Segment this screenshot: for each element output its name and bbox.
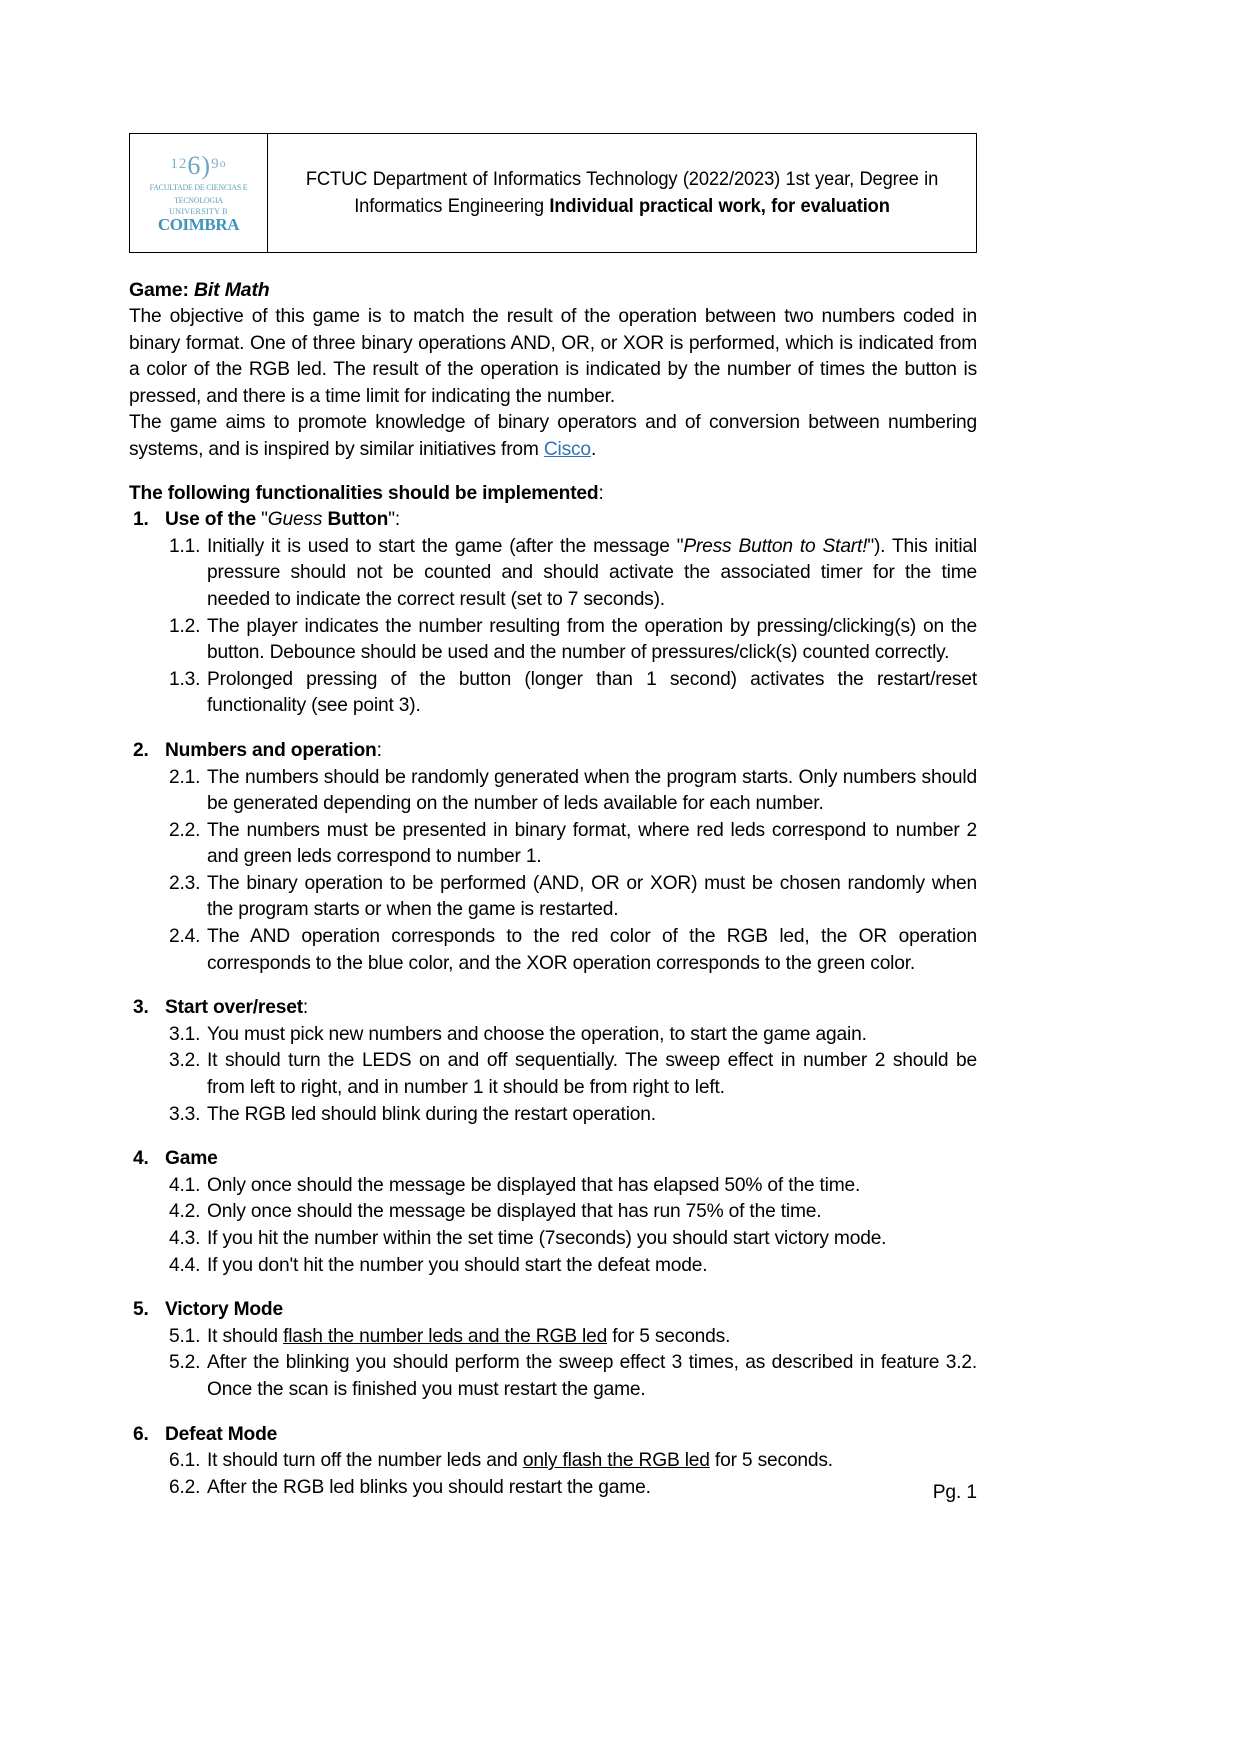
header-title-bold: Individual practical work, for evaluation <box>549 195 890 217</box>
functionalities-heading-colon: : <box>598 482 604 504</box>
list-item <box>129 1448 977 1475</box>
intro-p2-after: . <box>590 438 597 460</box>
intro-p2-before: The game aims to promote knowledge of binary operators and of conversion between numbering systems, and is inspired by similar initiatives from <box>129 412 977 460</box>
section-title-3 <box>165 997 308 1018</box>
item-text-a: The binary operation to be performed (AND, OR or XOR) must be chosen randomly when the program starts or when the game is restarted. <box>207 872 977 921</box>
logo-faculty-line2: TECNOLOGIA <box>174 196 223 205</box>
game-label: Game: <box>129 279 195 301</box>
intro-paragraph-2 <box>129 410 977 463</box>
section-number-6: 6. <box>133 1423 149 1445</box>
logo-coimbra-text: COIMBRA <box>157 215 240 235</box>
item-text-a: It should turn the LEDS on and off sequentially. The sweep effect in number 2 should be from left to right, and in number 1 it should be from right to left. <box>207 1050 977 1099</box>
item-number: 2.2. <box>169 819 201 841</box>
item-text-a: Only once should the message be displayed that has run 75% of the time. <box>207 1201 822 1223</box>
list-item <box>129 765 977 818</box>
section-3-colon: : <box>302 997 309 1019</box>
section-4-title-pre: Game <box>165 1148 218 1170</box>
item-text-a: The numbers must be presented in binary format, where red leds correspond to number 2 and green leds correspond to number 1. <box>207 819 977 868</box>
section-heading-1 <box>129 507 977 534</box>
item-number: 4.4. <box>169 1254 201 1276</box>
item-text-a: The numbers should be randomly generated when the program starts. Only numbers should be generated depending on the number of leds available for each number. <box>207 766 977 815</box>
item-text-a: It should <box>207 1325 284 1347</box>
header-title <box>289 166 955 219</box>
item-text-a: The player indicates the number resulting from the operation by pressing/clicking(s) on the button. Debounce should be used and the number of pressures/click(s) counted correctly. <box>207 615 977 664</box>
item-number: 3.2. <box>169 1050 201 1072</box>
list-item <box>129 1226 977 1253</box>
item-number: 6.1. <box>169 1450 201 1472</box>
section-5-title-pre: Victory Mode <box>165 1299 283 1321</box>
list-item <box>129 667 977 720</box>
cisco-link[interactable]: Cisco <box>543 438 591 460</box>
item-text-a: The RGB led should blink during the restart operation. <box>207 1103 656 1125</box>
section-heading-4 <box>129 1146 977 1173</box>
logo-numerals <box>130 150 267 180</box>
item-text-underlined: only flash the RGB led <box>522 1450 710 1472</box>
item-number: 6.2. <box>169 1476 201 1498</box>
item-text-a: After the RGB led blinks you should restart the game. <box>207 1476 651 1498</box>
item-number: 1.1. <box>169 535 201 557</box>
list-item <box>129 614 977 667</box>
page-footer: Pg. 1 <box>932 1482 977 1503</box>
item-number: 4.3. <box>169 1228 201 1249</box>
section-heading-5 <box>129 1297 977 1324</box>
section-title-2 <box>165 740 382 761</box>
list-item <box>129 1199 977 1226</box>
item-number: 1.2. <box>169 615 201 637</box>
header-row <box>130 134 977 253</box>
section-1-title-italic: Guess <box>267 509 323 531</box>
section-1-title-post: Button <box>322 509 389 531</box>
functionalities-heading <box>129 481 977 508</box>
section-number-1: 1. <box>133 509 149 531</box>
section-title-6 <box>165 1424 277 1445</box>
section-1-colon: : <box>394 509 400 531</box>
header-table <box>129 133 977 253</box>
section-title-4 <box>165 1148 218 1169</box>
item-number: 3.1. <box>169 1023 201 1045</box>
item-text-a: It should turn off the number leds and <box>207 1450 523 1472</box>
item-number: 3.3. <box>169 1103 201 1125</box>
section-heading-2 <box>129 738 977 765</box>
list-item <box>129 1102 977 1129</box>
item-text-b: "). This initial pressure should not be counted and should activate the associated timer for the time needed to indicate the correct result (set to 7 seconds). <box>207 535 977 610</box>
item-number: 2.3. <box>169 872 201 894</box>
item-text-a: If you hit the number within the set time (7seconds) you should start victory mode. <box>207 1228 887 1249</box>
functionalities-heading-bold: The following functionalities should be implemented <box>129 482 599 504</box>
section-1-title-pre: Use of the <box>165 509 262 531</box>
logo-cell <box>130 134 268 253</box>
header-title-cell <box>268 134 977 253</box>
list-item <box>129 1253 977 1280</box>
item-text-a: Initially it is used to start the game (after the message " <box>207 535 684 557</box>
item-number: 5.2. <box>169 1352 201 1374</box>
item-number: 1.3. <box>169 668 201 690</box>
list-item <box>129 871 977 924</box>
item-text-a: You must pick new numbers and choose the operation, to start the game again. <box>207 1023 867 1045</box>
uc-logo <box>130 150 267 235</box>
game-name: Bit Math <box>194 279 270 301</box>
item-number: 4.1. <box>169 1174 201 1196</box>
section-1-quote-open: " <box>261 509 268 531</box>
list-item <box>129 818 977 871</box>
list-item <box>129 534 977 614</box>
list-item <box>129 1022 977 1049</box>
list-item <box>129 1048 977 1101</box>
section-3-title-pre: Start over/reset <box>165 997 303 1019</box>
section-number-3: 3. <box>133 997 149 1019</box>
list-item <box>129 924 977 977</box>
section-title-1 <box>165 509 400 530</box>
section-heading-3 <box>129 995 977 1022</box>
section-heading-6 <box>129 1422 977 1449</box>
item-text-a: Only once should the message be displayed that has elapsed 50% of the time. <box>207 1174 861 1196</box>
logo-numeral-9: 9 <box>211 155 220 172</box>
item-number: 2.1. <box>169 766 201 788</box>
game-title <box>129 277 977 304</box>
section-1-quote-close: " <box>388 509 395 531</box>
section-2-colon: : <box>376 739 382 761</box>
item-number: 2.4. <box>169 926 201 948</box>
list-item <box>129 1173 977 1200</box>
section-number-2: 2. <box>133 739 149 761</box>
section-2-title-pre: Numbers and operation <box>165 739 377 761</box>
logo-university-line: UNIVERSITY B <box>169 207 228 217</box>
list-item <box>129 1324 977 1351</box>
item-text-a: Prolonged pressing of the button (longer than 1 second) activates the restart/reset functionality (see point 3). <box>207 668 977 717</box>
item-text-underlined: flash the number leds and the RGB led <box>283 1325 608 1347</box>
section-6-title-pre: Defeat Mode <box>165 1423 278 1445</box>
item-text-a: If you don't hit the number you should start the defeat mode. <box>207 1254 708 1276</box>
section-number-5: 5. <box>133 1299 149 1321</box>
body-text <box>129 277 977 1501</box>
document-content <box>129 133 977 1501</box>
item-text-b: for 5 seconds. <box>607 1325 731 1347</box>
list-item <box>129 1350 977 1403</box>
logo-numeral-6: 6) <box>187 150 212 180</box>
header-title-plain: FCTUC Department of Informatics Technology (2022/2023) 1st year, Degree in Informatics Engineering <box>305 168 939 217</box>
item-number: 5.1. <box>169 1325 201 1347</box>
section-number-4: 4. <box>133 1148 149 1170</box>
logo-faculty-line1: FACULTADE DE CIENCIAS E <box>149 182 248 192</box>
item-text-a: After the blinking you should perform the sweep effect 3 times, as described in feature 3.2. Once the scan is finished you must restart the game. <box>207 1352 977 1400</box>
logo-numeral-o: o <box>219 155 227 170</box>
item-text-italic: Press Button to Start! <box>683 535 868 557</box>
intro-paragraph-1: The objective of this game is to match the result of the operation between two numbers coded in binary format. One of three binary operations AND, OR, or XOR is performed, which is indicated from a color of the RGB led. The result of the operation is indicated by the number of times the button is pressed, and there is a time limit for indicating the number. <box>129 306 977 407</box>
item-text-a: The AND operation corresponds to the red color of the RGB led, the OR operation corresponds to the blue color, and the XOR operation corresponds to the green color. <box>207 926 977 974</box>
logo-numeral-12: 12 <box>170 155 188 172</box>
item-number: 4.2. <box>169 1201 201 1223</box>
section-title-5 <box>165 1299 283 1320</box>
item-text-b: for 5 seconds. <box>709 1450 833 1472</box>
